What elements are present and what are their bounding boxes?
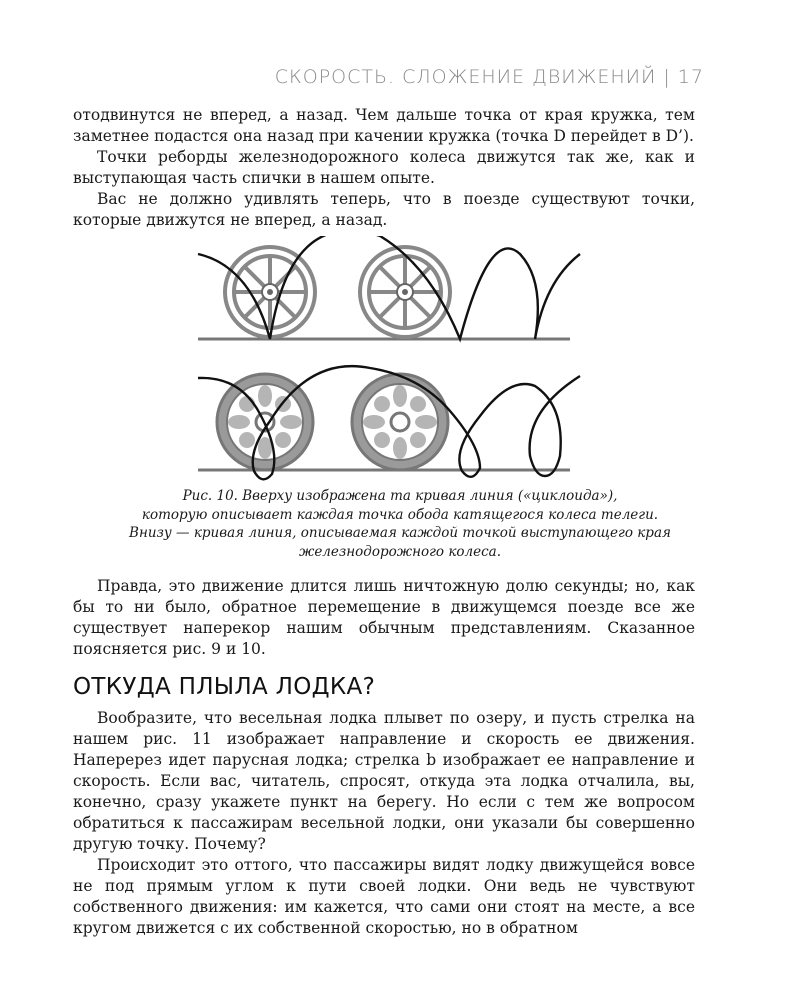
- cart-wheel: [225, 247, 315, 337]
- caption-line: Внизу — кривая линия, описываемая каждой точкой выступающего края: [129, 525, 671, 541]
- bottom-text-block: [73, 708, 695, 939]
- paragraph: Вообразите, что весельная лодка плывет по озеру, и пусть стрелка на нашем рис. 11 изображает направление и скорость ее движения. Наперерез идет парусная лодка; стрелка b изображает ее направление и скорость. Если вас, читатель, спросят, откуда эта лодка отчалила, вы, конечно, сразу укажете пункт на берегу. Но если с тем же вопросом обратиться к пассажирам весельной лодки, они указали бы совершенно другую точку. Почему?: [73, 709, 695, 853]
- paragraph: Правда, это движение длится лишь ничтожную долю секунды; но, как бы то ни было, обратное перемещение в движущемся поезде все же существует наперекор нашим обычным представлениям. Сказанное поясняется рис. 9 и 10.: [73, 577, 695, 658]
- middle-text-block: [73, 576, 695, 660]
- railway-wheel: [352, 374, 448, 470]
- top-text-block: [73, 105, 695, 231]
- caption-line: железнодорожного колеса.: [298, 543, 502, 560]
- figure-caption: [96, 487, 704, 561]
- paragraph: Происходит это оттого, что пассажиры видят лодку движущейся вовсе не под прямым углом к пути своей лодки. Они ведь не чувствуют собственного движения: им кажется, что сами они стоят на месте, а все кругом движется с их собственной скоростью, но в обратном: [73, 856, 695, 937]
- railway-wheels-illustration: [198, 366, 580, 479]
- section-title: ОТКУДА ПЛЫЛА ЛОДКА?: [73, 674, 376, 700]
- paragraph: Точки реборды железнодорожного колеса движутся так же, как и выступающая часть спички в нашем опыте.: [73, 148, 695, 187]
- paragraph: Вас не должно удивлять теперь, что в поезде существуют точки, которые движутся не вперед, а назад.: [73, 190, 695, 229]
- cart-wheels-illustration: [198, 236, 580, 339]
- paragraph: отодвинутся не вперед, а назад. Чем дальше точка от края кружка, тем заметнее подастся она назад при качении кружка (точка D перейдет в D’).: [73, 106, 695, 145]
- figure-wheels-cycloid: [190, 236, 610, 484]
- caption-line: Рис. 10. Вверху изображена та кривая линия («циклоида»),: [182, 488, 618, 504]
- running-header: СКОРОСТЬ. СЛОЖЕНИЕ ДВИЖЕНИЙ | 17: [274, 66, 704, 88]
- caption-line: которую описывает каждая точка обода катящегося колеса телеги.: [141, 506, 659, 523]
